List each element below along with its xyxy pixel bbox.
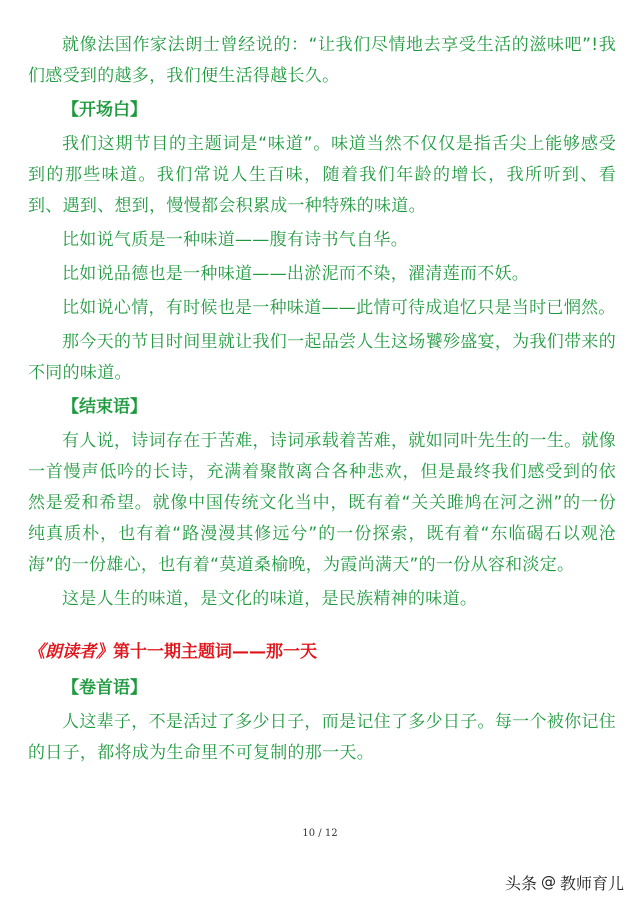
paragraph: 那今天的节目时间里就让我们一起品尝人生这场饕殄盛宴，为我们带来的不同的味道。 [28,332,616,383]
title-rest: 第十一期主题词——那一天 [113,642,317,662]
watermark-source: 头条 [504,873,537,893]
paragraph: 这是人生的味道，是文化的味道，是民族精神的味道。 [62,589,478,609]
paragraph: 有人说，诗词存在于苦难，诗词承载着苦难，就如同叶先生的一生。就像一首慢声低吟的长诗，充满着聚散离合各种悲欢，但是最终我们感受到的依然是爱和希望。就像中国传统文化当中，既有着“关关雎鸠在河之洲”的一份纯真质朴，也有着“路漫漫其修远兮”的一份探索，既有着“东临碣石以观沧海”的一份雄心，也有着“莫道桑榆晚，为霞尚满天”的一份从容和淡定。 [28,431,616,575]
section-title [28,637,616,668]
page-number: 10 / 12 [302,828,338,839]
paragraph-intro: 就像法国作家法朗士曾经说的：“让我们尽情地去享受生活的滋味吧”!我们感受到的越多，我们便生活得越长久。 [28,35,616,86]
paragraph: 比如说心情，有时候也是一种味道——此情可待成追忆只是当时已惘然。 [62,298,616,318]
document-body [28,30,616,772]
paragraph: 比如说品德也是一种味道——出淤泥而不染，濯清莲而不妖。 [62,264,530,284]
watermark [505,870,624,894]
heading-kaichangbai: 【开场白】 [62,100,147,120]
heading-jieshuyu: 【结束语】 [62,397,147,417]
paragraph: 我们这期节目的主题词是“味道”。味道当然不仅仅是指舌尖上能够感受到的那些味道。我们常说人生百味，随着我们年龄的增长，我所听到、看到、遇到、想到，慢慢都会积累成一种特殊的味道。 [28,134,616,216]
book-title: 《朗读者》 [28,642,113,662]
heading-juanshouyu: 【卷首语】 [62,678,147,698]
watermark-account: 教师育儿 [559,873,624,893]
at-icon: @ [540,873,556,891]
paragraph: 人这辈子，不是活过了多少日子，而是记住了多少日子。每一个被你记住的日子，都将成为生命里不可复制的那一天。 [28,712,616,763]
paragraph: 比如说气质是一种味道——腹有诗书气自华。 [62,230,408,250]
